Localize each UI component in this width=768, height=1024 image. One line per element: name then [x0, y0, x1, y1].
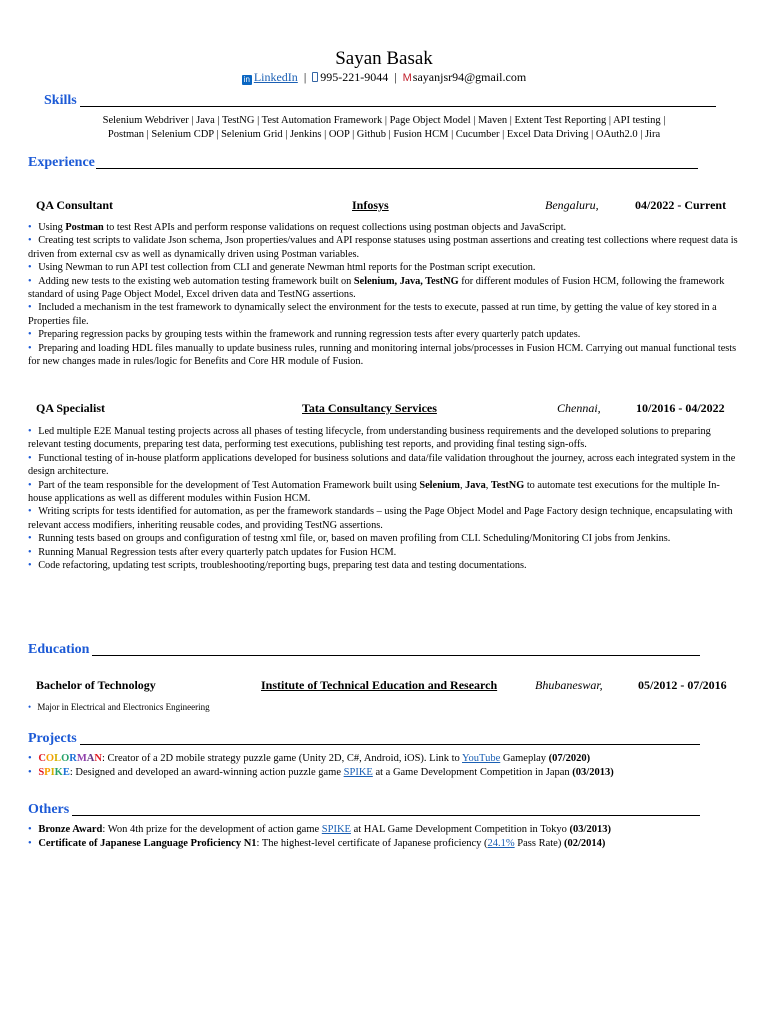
list-item: • Running Manual Regression tests after every quarterly patch updates for Fusion HCM.	[28, 546, 397, 558]
spike-title: SPIKE	[38, 767, 70, 778]
others-list	[28, 823, 748, 851]
gmail-icon: M	[402, 72, 412, 84]
contact-line: in LinkedIn | 995-221-9044 | Msayanjsr94@gmail.com	[243, 70, 527, 84]
list-item: • Bronze Award: Won 4th prize for the development of action game SPIKE at HAL Game Development Competition in Tokyo (03/2013)	[28, 824, 611, 835]
job-role: QA Specialist	[36, 401, 106, 415]
list-item: • Part of the team responsible for the development of Test Automation Framework built using Selenium, Java, TestNG to automate test executions for the multiple In-house applications as well as different modules within Fusion HCM.	[28, 479, 720, 505]
list-item: • Functional testing of in-house platform applications developed for business solutions and data/file validation throughout the journey, across each integrated system in the design architecture.	[28, 452, 736, 478]
list-item: • Creating test scripts to validate Json schema, Json properties/values and API response statuses using postman assertions and creating test collections where request data is driven from external csv as well as dynamically driven using Postman variables.	[28, 235, 738, 260]
job-dates: 10/2016 - 04/2022	[636, 401, 725, 415]
skills-rule	[80, 106, 716, 107]
job-company: Tata Consultancy Services	[302, 401, 437, 415]
job-bullets	[28, 425, 742, 572]
resume-name: Sayan Basak	[335, 48, 433, 69]
linkedin-link[interactable]: LinkedIn	[253, 70, 298, 84]
list-item: • Certificate of Japanese Language Proficiency N1: The highest-level certificate of Japanese proficiency (24.1% Pass Rate) (02/2014)	[28, 838, 606, 849]
job-bullets	[28, 221, 742, 368]
projects-rule	[80, 744, 700, 745]
job-role: QA Consultant	[36, 198, 114, 212]
list-item: • Preparing and loading HDL files manually to update business rules, running and monitoring internal jobs/processes in Fusion HCM. Carrying out manual functional tests for new changes made in rules/logic for Benefits and Core HR module of Fusion.	[28, 342, 737, 368]
list-item: • Running tests based on groups and configuration of testng xml file, or, based on maven profiling from CLI. Scheduling/Monitoring CI jobs from Jenkins.	[28, 533, 671, 545]
job-dates: 04/2022 - Current	[635, 198, 727, 212]
list-item: • Major in Electrical and Electronics Engineering	[28, 702, 210, 712]
education-dates: 05/2012 - 07/2016	[638, 678, 727, 692]
list-item: • SPIKE: Designed and developed an award-winning action puzzle game SPIKE at a Game Development Competition in Japan (03/2013)	[28, 767, 614, 778]
projects-list	[28, 752, 748, 780]
pass-rate-link[interactable]: 24.1%	[487, 838, 515, 849]
phone-icon	[312, 72, 318, 82]
list-item: • Using Postman to test Rest APIs and perform response validations on request collections using postman objects and JavaScript.	[28, 222, 567, 233]
job-company: Infosys	[352, 198, 389, 212]
list-item: • Writing scripts for tests identified for automation, as per the framework standards – using the Page Object Model and Page Factory design technique, encapsulating with relevant access modifiers, inheriting reusable codes, and providing TestNG assertions.	[28, 506, 733, 531]
spike-link[interactable]: SPIKE	[321, 824, 351, 835]
skills-list: Selenium Webdriver | Java | TestNG | Test Automation Framework | Page Object Model | Maven | Extent Test Reporting | API testing | Postman | Selenium CDP | Selenium Grid | Jenkins | OOP | Github | Fusion HCM | Cucumber | Excel Data Driving | OAuth2.0 | Jira	[102, 115, 666, 140]
phone-number: 995-221-9044	[320, 70, 389, 84]
skills-heading: Skills	[44, 93, 77, 108]
list-item: • Adding new tests to the existing web automation testing framework built on Selenium, Java, TestNG for different modules of Fusion HCM, following the framework standard of using Page Object Model, Excel driven data and TestNG assertions.	[28, 275, 725, 301]
list-item: • Preparing regression packs by grouping tests within the framework and running regression tests after every quarterly patch updates.	[28, 329, 581, 341]
experience-rule	[96, 168, 698, 169]
list-item: • Led multiple E2E Manual testing projects across all phases of testing lifecycle, from understanding business requirements and the developed solutions to preparing relevant testing documents, preparing test data, performing test executions, publishing test reports, and providing final testing sign-offs.	[28, 426, 711, 451]
colorman-title: COLORMAN	[38, 753, 102, 764]
list-item: • COLORMAN: Creator of a 2D mobile strategy puzzle game (Unity 2D, C#, Android, iOS). Link to YouTube Gameplay (07/2020)	[28, 753, 591, 764]
linkedin-icon: in	[243, 75, 250, 84]
job-location: Bengaluru,	[545, 198, 599, 212]
institute: Institute of Technical Education and Research	[261, 678, 498, 692]
experience-heading: Experience	[28, 155, 95, 170]
education-heading: Education	[28, 642, 90, 657]
spike-link[interactable]: SPIKE	[343, 767, 373, 778]
education-rule	[92, 655, 700, 656]
list-item: • Included a mechanism in the test framework to dynamically select the environment for the tests to execute, passed at run time, by getting the value of key stored in a Properties file.	[28, 302, 717, 327]
list-item: • Using Newman to run API test collection from CLI and generate Newman html reports for the Postman script execution.	[28, 262, 536, 274]
job-location: Chennai,	[557, 401, 601, 415]
list-item: • Code refactoring, updating test scripts, troubleshooting/reporting bugs, preparing test data and testing documentations.	[28, 560, 527, 572]
others-rule	[72, 815, 700, 816]
others-heading: Others	[28, 802, 70, 817]
education-location: Bhubaneswar,	[535, 678, 603, 692]
degree: Bachelor of Technology	[36, 678, 156, 692]
projects-heading: Projects	[28, 731, 77, 746]
youtube-link[interactable]: YouTube	[462, 753, 501, 764]
email-address: sayanjsr94@gmail.com	[412, 70, 527, 84]
